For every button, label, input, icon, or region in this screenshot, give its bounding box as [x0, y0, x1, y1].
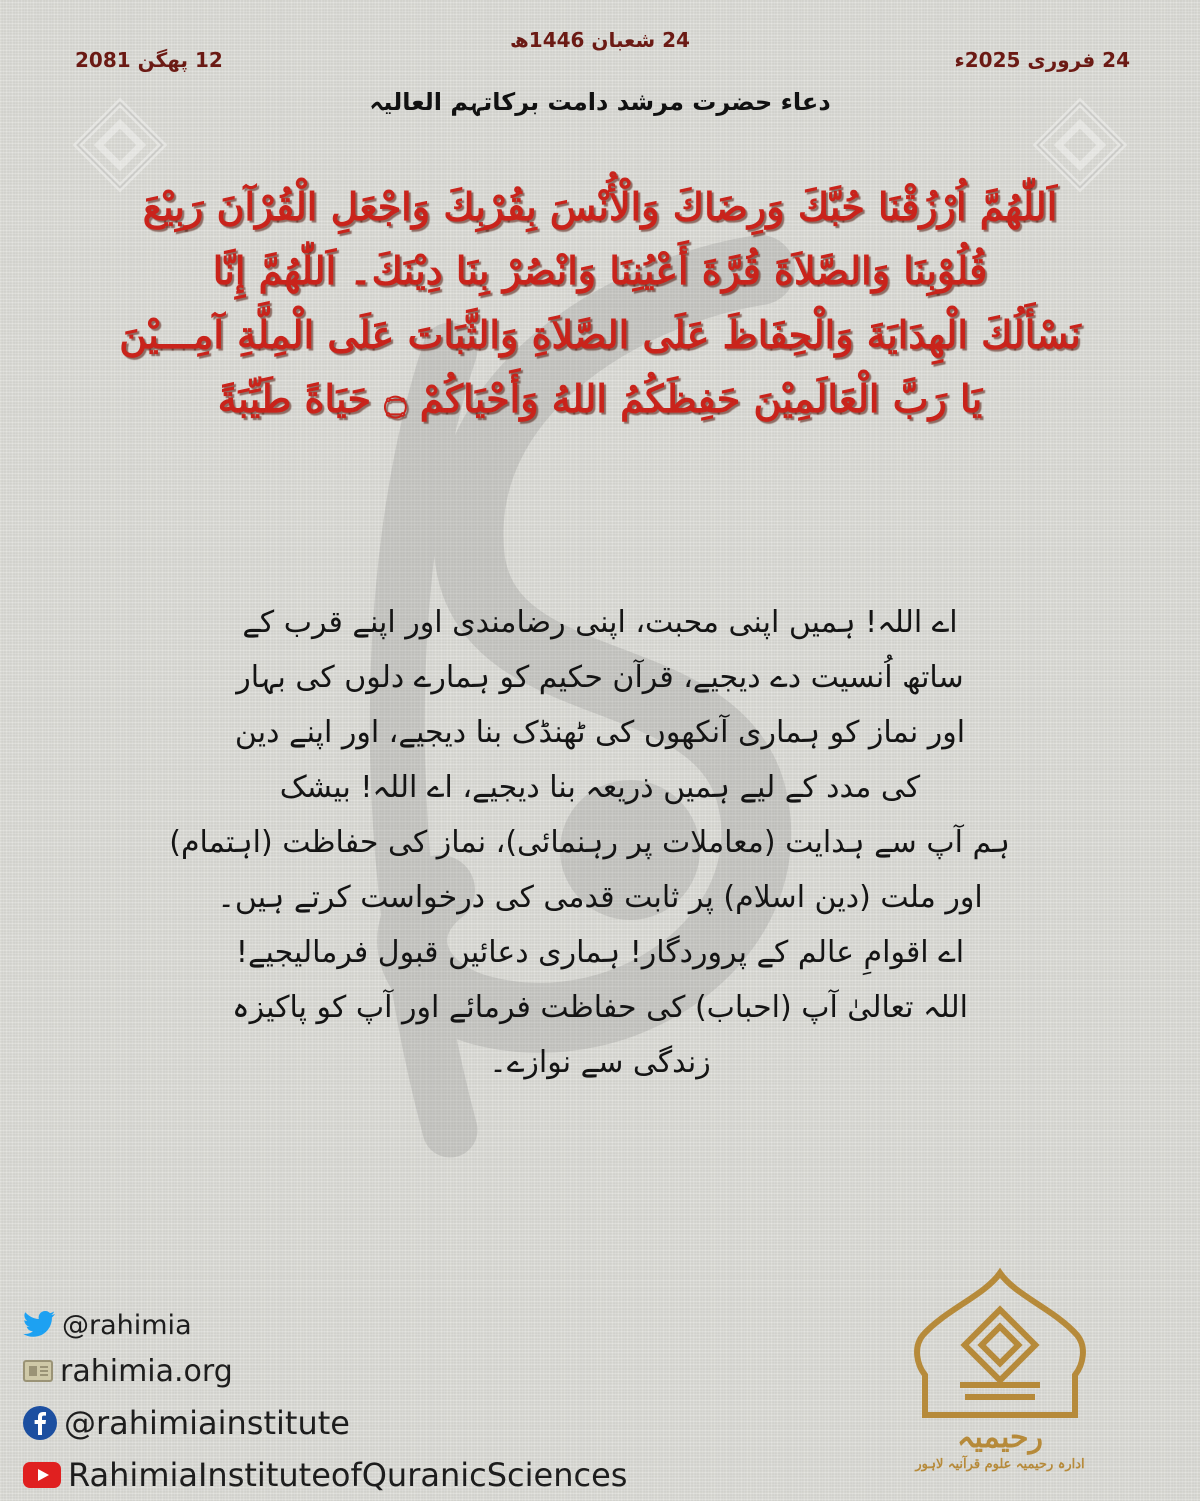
urdu-translation-line: کی مدد کے لیے ہمیں ذریعہ بنا دیجیے، اے اللہ! بیشک — [279, 770, 921, 805]
arabic-dua-line: نَسْأَلُكَ الْهِدَايَةَ وَالْحِفَاظَ عَلَى الصَّلاَةِ وَالثَّبَاتَ عَلَى الْمِلَّةِ آمِـــيْنَ — [119, 312, 1081, 357]
hijri-date: 24 شعبان 1446ھ — [510, 28, 690, 52]
globe-icon — [22, 1357, 54, 1385]
twitter-handle: @rahimia — [62, 1309, 192, 1341]
website-url: rahimia.org — [60, 1353, 233, 1389]
urdu-translation-line: اور ملت (دین اسلام) پر ثابت قدمی کی درخواست کرتے ہیں۔ — [217, 880, 983, 915]
arabic-dua-line: اَللّٰهُمَّ اُرْزُقْنَا حُبَّكَ وَرِضَاكَ وَالْأُنْسَ بِقُرْبِكَ وَاجْعَلِ الْقُرْآنَ رَبِيْعَ — [142, 184, 1058, 229]
facebook-handle: @rahimiainstitute — [64, 1404, 350, 1442]
urdu-translation-line: ساتھ اُنسیت دے دیجیے، قرآن حکیم کو ہمارے دلوں کی بہار — [236, 660, 964, 695]
urdu-translation — [169, 595, 1010, 1090]
bikrami-date: 12 پھگن 2081 — [75, 48, 223, 72]
urdu-translation-line: اور نماز کو ہماری آنکھوں کی ٹھنڈک بنا دیجیے، اور اپنے دین — [234, 715, 966, 750]
dua-title: دعاء حضرت مرشد دامت برکاتہم العالیہ — [369, 88, 831, 116]
twitter-icon — [22, 1311, 56, 1339]
youtube-icon — [22, 1460, 62, 1490]
logo-caption — [905, 1420, 1095, 1474]
arabic-dua-line: قُلُوْبِنَا وَالصَّلاَةَ قُرَّةَ أَعْيُنِنَا وَانْصُرْ بِنَا دِيْنَكَ۔ اَللّٰهُمَّ إِنَّا — [212, 248, 988, 293]
urdu-translation-line: ہم آپ سے ہدایت (معاملات پر رہنمائی)، نماز کی حفاظت (اہتمام) — [169, 825, 1010, 860]
gregorian-date: 24 فروری 2025ء — [954, 48, 1130, 72]
arabic-dua-line: يَا رَبَّ الْعَالَمِيْنَ حَفِظَكُمُ اللهُ وَأَحْيَاكُمْ ۝ حَيَاةً طَيِّبَةً — [217, 376, 983, 421]
facebook-link[interactable] — [22, 1397, 627, 1449]
youtube-link[interactable] — [22, 1449, 627, 1501]
logo-subtitle: ادارہ رحیمیہ علوم قرآنیہ لاہور — [915, 1457, 1085, 1472]
social-links — [22, 1305, 627, 1501]
arabic-dua — [90, 175, 1110, 431]
urdu-translation-line: اے اللہ! ہمیں اپنی محبت، اپنی رضامندی اور اپنے قرب کے — [242, 605, 958, 640]
facebook-icon — [22, 1405, 58, 1441]
youtube-channel: RahimiaInstituteofQuranicSciences — [68, 1456, 628, 1494]
logo-name: رحیمیہ — [956, 1420, 1044, 1455]
urdu-translation-line: زندگی سے نوازے۔ — [489, 1045, 711, 1080]
urdu-translation-line: اے اقوامِ عالم کے پروردگار! ہماری دعائیں قبول فرمالیجیے! — [235, 935, 965, 970]
urdu-translation-line: اللہ تعالیٰ آپ (احباب) کی حفاظت فرمائے اور آپ کو پاکیزہ — [232, 990, 968, 1025]
website-link[interactable] — [22, 1345, 627, 1397]
twitter-link[interactable] — [22, 1305, 627, 1345]
